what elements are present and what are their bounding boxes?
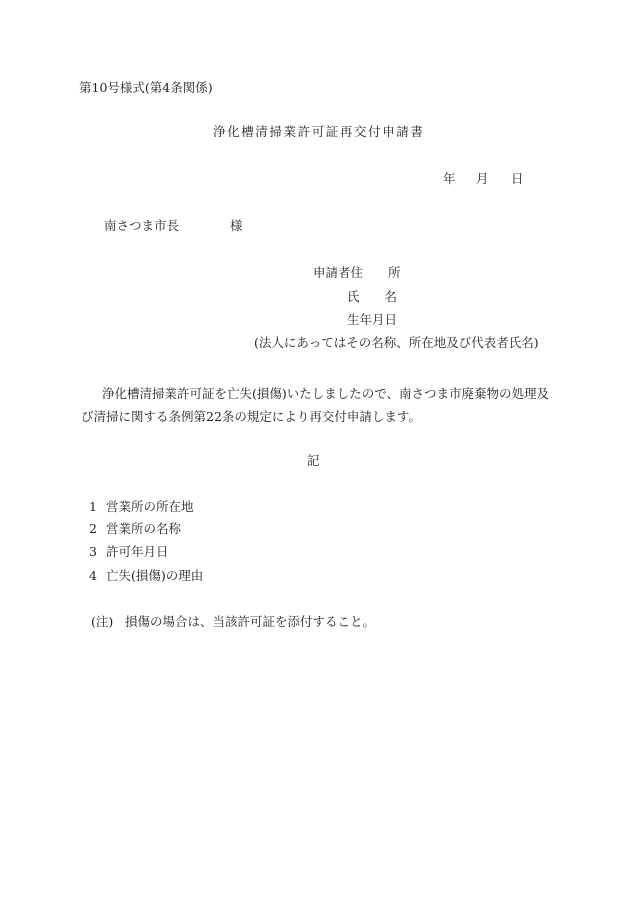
corporation-note: (法人にあってはその名称、所在地及び代表者氏名) <box>254 335 539 350</box>
item-number: 3 <box>89 544 97 559</box>
item-number: 1 <box>89 499 97 514</box>
note-text: 損傷の場合は、当該許可証を添付すること。 <box>125 614 376 629</box>
document-title: 浄化槽清掃業許可証再交付申請書 <box>213 124 425 139</box>
item-label: 亡失(損傷)の理由 <box>106 568 204 583</box>
addressee-honorific: 様 <box>230 218 243 233</box>
item-label: 営業所の所在地 <box>106 499 194 514</box>
date-month-label: 月 <box>476 171 489 186</box>
body-paragraph: 浄化槽清掃業許可証を亡失(損傷)いたしましたので、南さつま市廃棄物の処理及び清掃に関する条例第22条の規定により再交付申請します。 <box>81 386 550 424</box>
item-label: 許可年月日 <box>106 544 169 559</box>
ki-heading: 記 <box>307 453 320 468</box>
date-day-label: 日 <box>511 171 524 186</box>
date-year-label: 年 <box>443 171 456 186</box>
applicant-address-label: 申請者住 所 <box>313 265 401 280</box>
note-label: (注) <box>91 614 114 629</box>
applicant-name-label: 氏 名 <box>347 289 398 304</box>
item-number: 4 <box>89 568 97 583</box>
item-number: 2 <box>89 521 97 536</box>
applicant-birthdate-label: 生年月日 <box>347 312 398 327</box>
form-number: 第10号様式(第4条関係) <box>79 80 213 95</box>
item-label: 営業所の名称 <box>106 521 182 536</box>
addressee-name: 南さつま市長 <box>104 218 180 233</box>
